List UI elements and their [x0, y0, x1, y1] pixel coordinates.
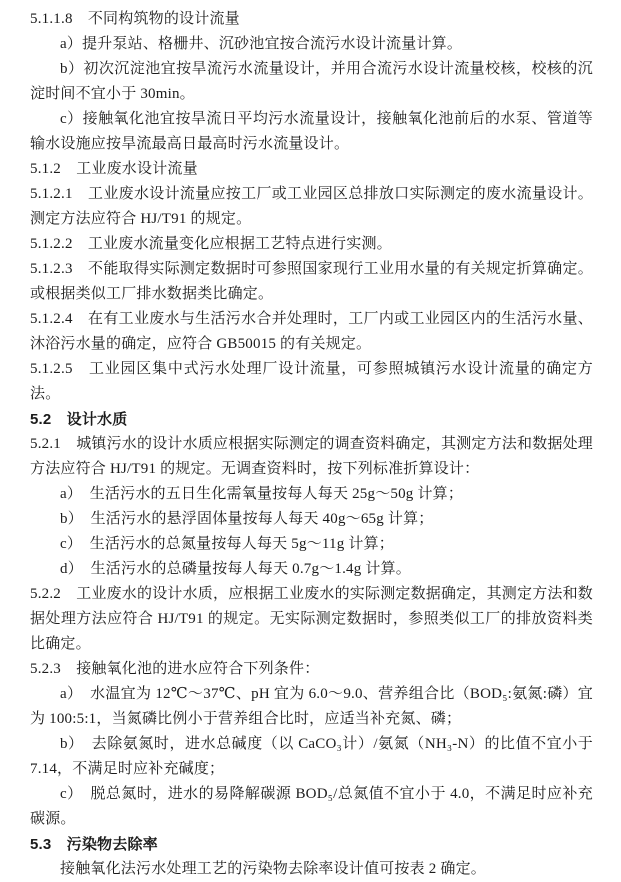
list-item-a: a）提升泵站、格栅井、沉砂池宜按合流污水设计流量计算。 — [60, 36, 463, 52]
section-5-2-heading: 5.2 设计水质 — [30, 411, 128, 428]
clause-5-2-3: 5.2.3 接触氧化池的进水应符合下列条件： — [30, 661, 320, 677]
list-item-c: c）接触氧化池宜按旱流日平均污水流量设计，接触氧化池前后的水泵、管道等输水设施应按旱流最高日最高时污水流量设计。 — [30, 111, 593, 152]
clause-5-2-2: 5.2.2 工业废水的设计水质，应根据工业废水的实际测定数据确定，其测定方法和数据处理方法应符合 HJ/T91 的规定。无实际测定数据时，参照类似工厂的排放资料类比确定。 — [30, 586, 594, 652]
clause-5-1-2-2: 5.1.2.2 工业废水流量变化应根据工艺特点进行实测。 — [30, 236, 392, 252]
list-item-5-2-3-c: c） 脱总氮时，进水的易降解碳源 BOD₅/总氮值不宜小于 4.0，不满足时应补充碳源。 — [30, 786, 593, 827]
clause-5-1-2-5: 5.1.2.5 工业园区集中式污水处理厂设计流量，可参照城镇污水设计流量的确定方法。 — [30, 361, 593, 402]
list-item-b: b）初次沉淀池宜按旱流污水流量设计，并用合流污水设计流量校核，校核的沉淀时间不宜小于 30min。 — [30, 61, 593, 102]
clause-5-1-2-1: 5.1.2.1 工业废水设计流量应按工厂或工业园区总排放口实际测定的废水流量设计。测定方法应符合 HJ/T91 的规定。 — [30, 186, 593, 227]
clause-5-1-2-4: 5.1.2.4 在有工业废水与生活污水合并处理时，工厂内或工业园区内的生活污水量、沐浴污水量的确定，应符合 GB50015 的有关规定。 — [30, 311, 593, 352]
clause-5-1-1-8-heading: 5.1.1.8 不同构筑物的设计流量 — [30, 11, 240, 27]
list-item-5-2-3-b: b） 去除氨氮时，进水总碱度（以 CaCO₃计）/氨氮（NH₃-N）的比值不宜小于 7.14，不满足时应补充碱度； — [30, 736, 593, 777]
clause-5-2-1: 5.2.1 城镇污水的设计水质应根据实际测定的调查资料确定，其测定方法和数据处理方法应符合 HJ/T91 的规定。无调查资料时，按下列标准折算设计： — [30, 436, 594, 477]
clause-5-1-2-heading: 5.1.2 工业废水设计流量 — [30, 161, 198, 177]
section-5-3-heading: 5.3 污染物去除率 — [30, 836, 158, 853]
list-item-5-2-3-a: a） 水温宜为 12℃～37℃、pH 宜为 6.0～9.0、营养组合比（BOD₅:氨氮:磷）宜为 100:5:1，当氮磷比例小于营养组合比时，应适当补充氮、磷； — [30, 686, 593, 727]
list-item-5-2-1-a: a） 生活污水的五日生化需氧量按每人每天 25g～50g 计算； — [60, 486, 464, 502]
clause-5-1-2-3: 5.1.2.3 不能取得实际测定数据时可参照国家现行工业用水量的有关规定折算确定。或根据类似工厂排水数据类比确定。 — [30, 261, 593, 302]
paragraph-5-3-body: 接触氧化法污水处理工艺的污染物去除率设计值可按表 2 确定。 — [60, 861, 487, 877]
list-item-5-2-1-b: b） 生活污水的悬浮固体量按每人每天 40g～65g 计算； — [60, 511, 434, 527]
list-item-5-2-1-d: d） 生活污水的总磷量按每人每天 0.7g～1.4g 计算。 — [60, 561, 412, 577]
list-item-5-2-1-c: c） 生活污水的总氮量按每人每天 5g～11g 计算； — [60, 536, 395, 552]
